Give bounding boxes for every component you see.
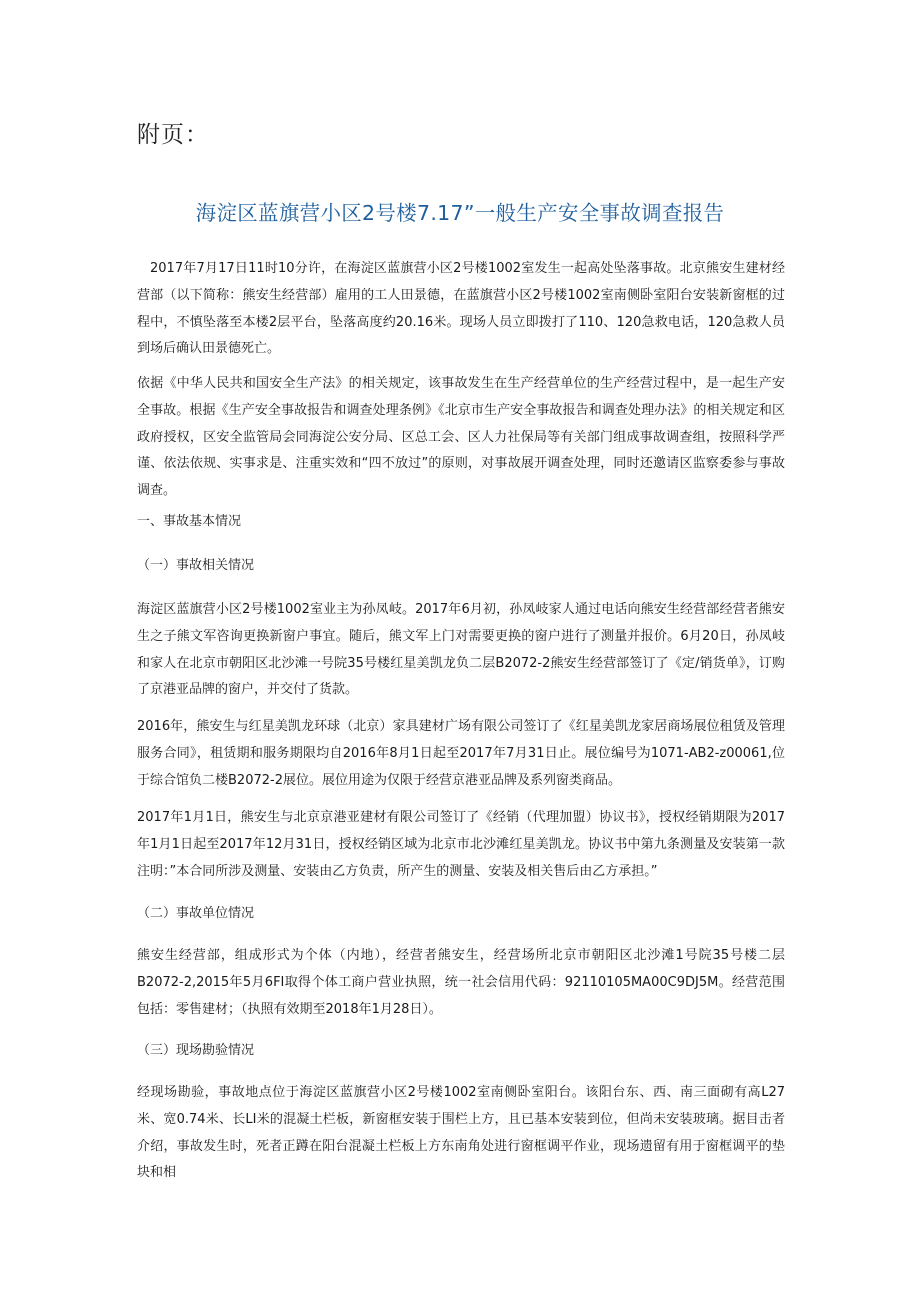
subsection-2-heading: （二）事故单位情况 (137, 906, 255, 921)
subsection-1-heading: （一）事故相关情况 (137, 558, 255, 573)
section-1-heading: 一、事故基本情况 (137, 514, 242, 529)
appendix-label: 附页： (137, 122, 209, 148)
subsection-1-paragraph-1: 海淀区蓝旗营小区2号楼1002室业主为孙凤岐。2017年6月初，孙凤岐家人通过电话向熊安生经营部经营者熊安生之子熊文军咨询更换新窗户事宜。随后，熊文军上门对需要更换的窗户进行了测量并报价。6月20日，孙凤岐和家人在北京市朝阳区北沙滩一号院35号楼红星美凯龙负二层B2072-2熊安生经营部签订了《定/销货单》，订购了京港亚品牌的窗户，并交付了货款。 (137, 602, 785, 698)
report-title: 海淀区蓝旗营小区2号楼7.17”一般生产安全事故调查报告 (195, 201, 725, 225)
subsection-3-heading: （三）现场勘验情况 (137, 1043, 255, 1058)
subsection-2-paragraph-1: 熊安生经营部，组成形式为个体（内地），经营者熊安生，经营场所北京市朝阳区北沙滩1号院35号楼二层B2072-2,2015年5月6FI取得个体工商户营业执照，统一社会信用代码：92110105MA00C9DJ5M。经营范围包括：零售建材；（执照有效期至2018年1月28日）。 (137, 948, 785, 1017)
subsection-3-paragraph-1: 经现场勘验，事故地点位于海淀区蓝旗营小区2号楼1002室南侧卧室阳台。该阳台东、西、南三面砌有高L27米、宽0.74米、长LI米的混凝土栏板，新窗框安装于围栏上方，且已基本安装到位，但尚未安装玻璃。据目击者介绍，事故发生时，死者正蹲在阳台混凝土栏板上方东南角处进行窗框调平作业，现场遗留有用于窗框调平的垫块和相 (137, 1085, 785, 1181)
intro-paragraph: 2017年7月17日11时10分许，在海淀区蓝旗营小区2号楼1002室发生一起高处坠落事故。北京熊安生建材经营部（以下简称：熊安生经营部）雇用的工人田景德，在蓝旗营小区2号楼1002室南侧卧室阳台安装新窗框的过程中，不慎坠落至本楼2层平台，坠落高度约20.16米。现场人员立即拨打了110、120急救电话，120急救人员到场后确认田景德死亡。 (137, 261, 785, 357)
subsection-1-paragraph-3: 2017年1月1日，熊安生与北京京港亚建材有限公司签订了《经销（代理加盟）协议书》，授权经销期限为2017年1月1日起至2017年12月31日，授权经销区域为北京市北沙滩红星美凯龙。协议书中第九条测量及安装第一款注明：”本合同所涉及测量、安装由乙方负责，所产生的测量、安装及相关售后由乙方承担。” (137, 810, 785, 879)
basis-paragraph: 依据《中华人民共和国安全生产法》的相关规定，该事故发生在生产经营单位的生产经营过程中，是一起生产安全事故。根据《生产安全事故报告和调查处理条例》《北京市生产安全事故报告和调查处理办法》的相关规定和区政府授权，区安全监管局会同海淀公安分局、区总工会、区人力社保局等有关部门组成事故调查组，按照科学严谨、依法依规、实事求是、注重实效和“四不放过”的原则，对事故展开调查处理，同时还邀请区监察委参与事故调查。 (137, 376, 785, 499)
subsection-1-paragraph-2: 2016年，熊安生与红星美凯龙环球（北京）家具建材广场有限公司签订了《红星美凯龙家居商场展位租赁及管理服务合同》，租赁期和服务期限均自2016年8月1日起至2017年7月31日止。展位编号为1071-AB2-z00061,位于综合馆负二楼B2072-2展位。展位用途为仅限于经营京港亚品牌及系列窗类商品。 (137, 719, 785, 788)
